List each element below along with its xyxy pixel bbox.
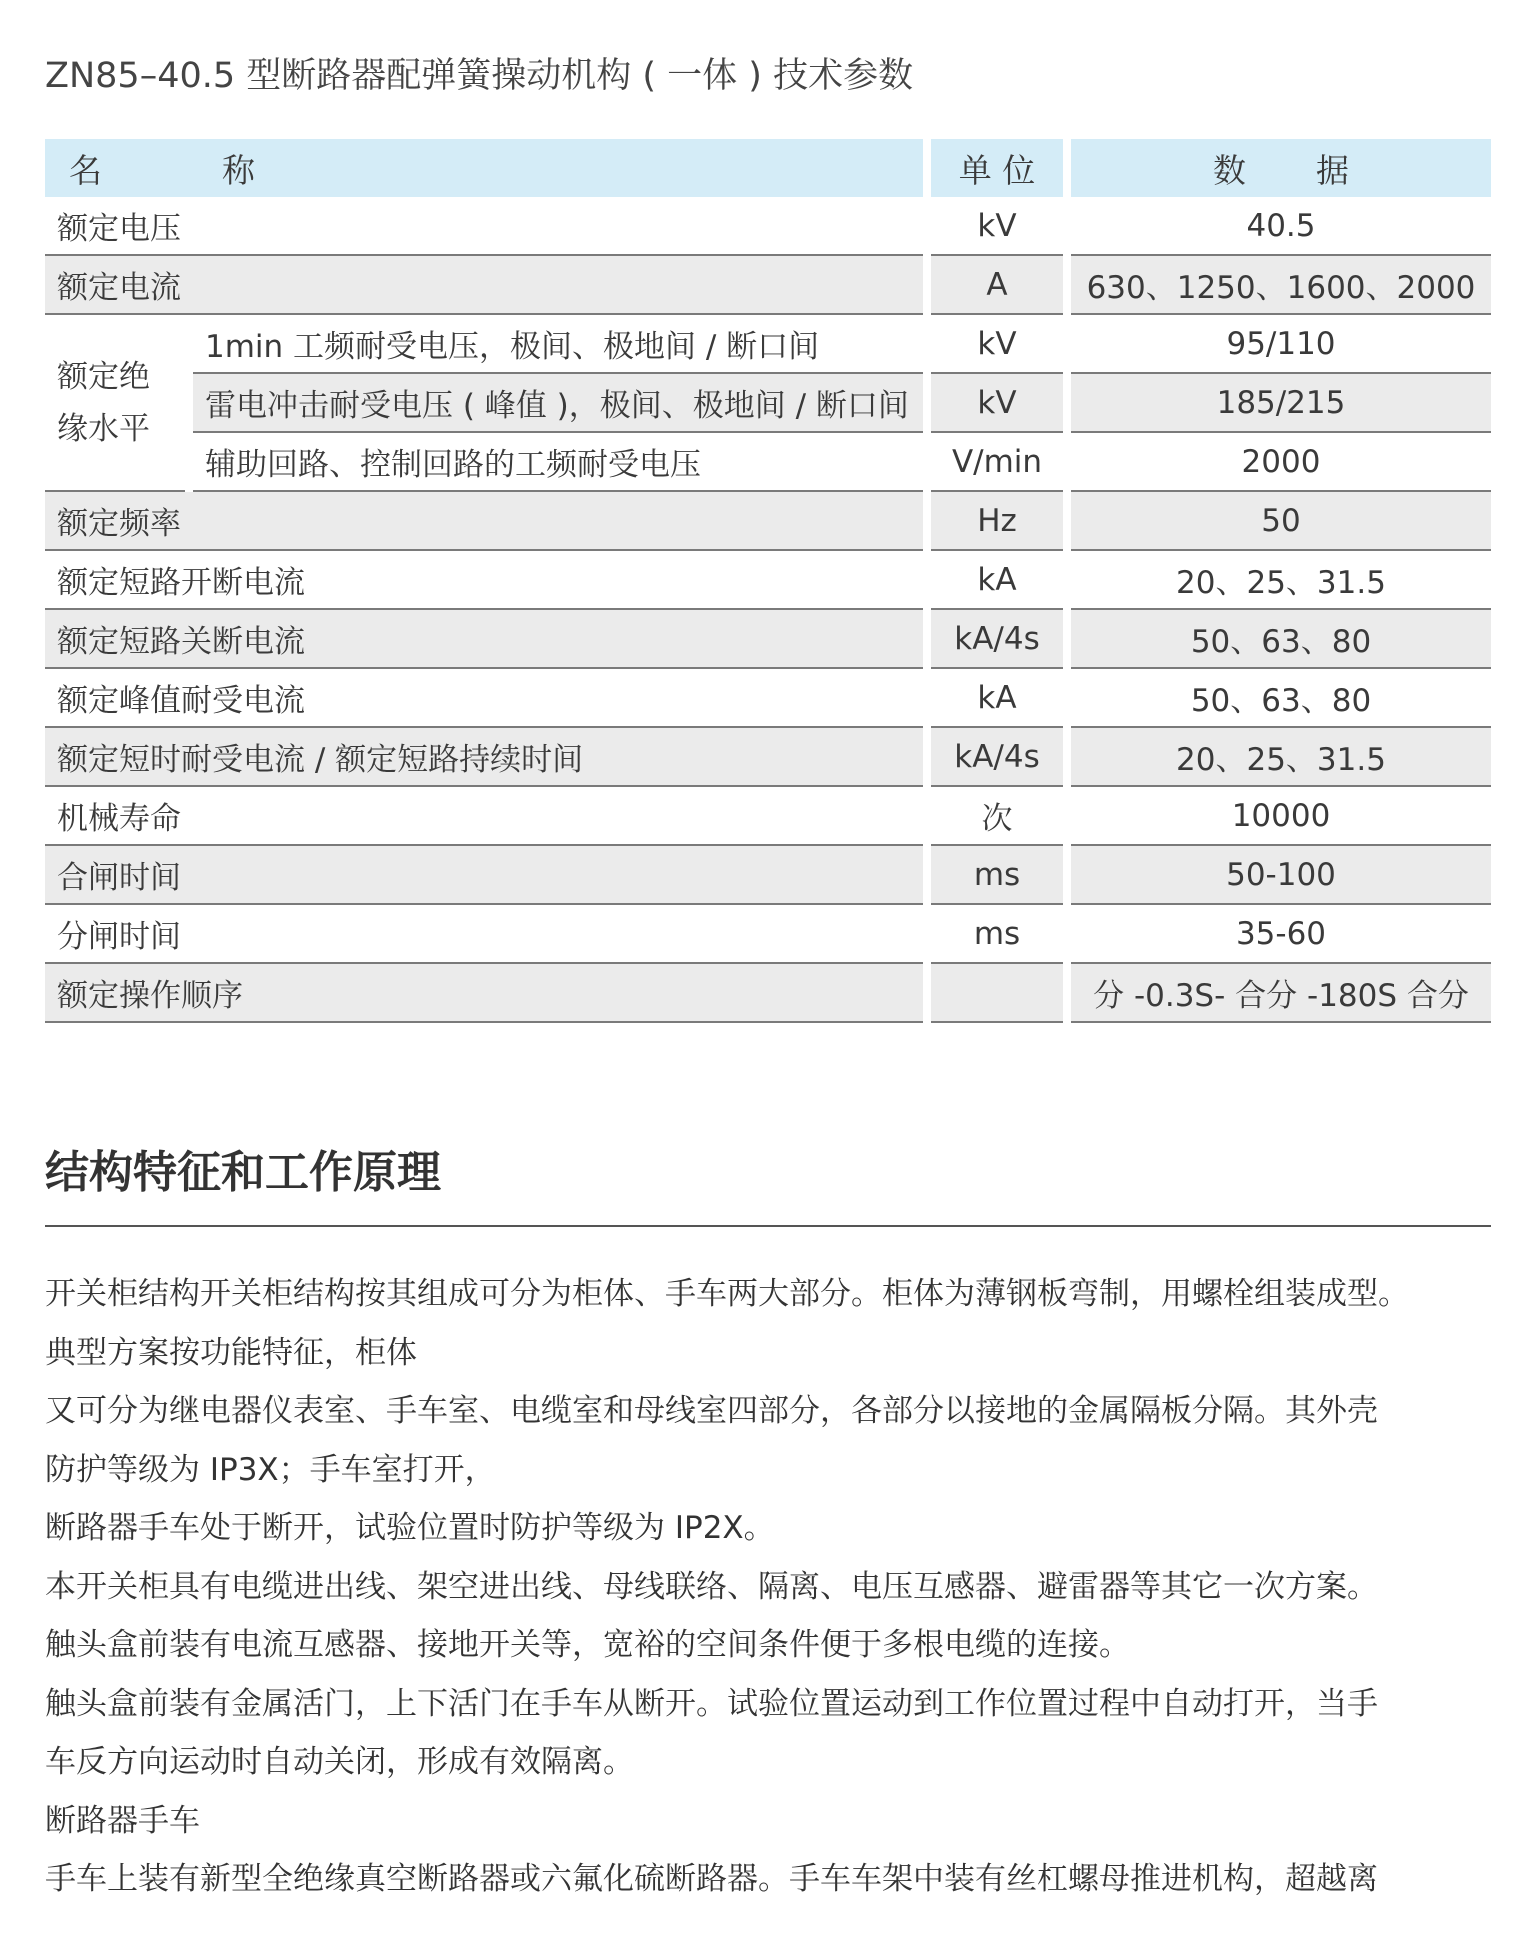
row-name-cell: 额定操作顺序 bbox=[45, 964, 923, 1023]
group-label: 额定绝缘水平 bbox=[57, 358, 150, 447]
row-value-cell: 35-60 bbox=[1071, 905, 1491, 964]
row-unit-cell: kV bbox=[931, 374, 1063, 433]
page-title: ZN85–40.5 型断路器配弹簧操动机构 ( 一体 ) 技术参数 bbox=[45, 56, 914, 96]
row-name-cell: 额定短路关断电流 bbox=[45, 610, 923, 669]
body-paragraph-line: 又可分为继电器仪表室、手车室、电缆室和母线室四部分，各部分以接地的金属隔板分隔。其外壳 bbox=[45, 1393, 1378, 1429]
row-value-cell: 分 -0.3S- 合分 -180S 合分 bbox=[1071, 964, 1491, 1023]
header-data-cell bbox=[1071, 139, 1491, 197]
row-name-cell: 分闸时间 bbox=[45, 905, 923, 964]
row-unit-cell: 次 bbox=[931, 787, 1063, 846]
row-value-cell: 20、25、31.5 bbox=[1071, 728, 1491, 787]
header-unit: 单 位 bbox=[958, 150, 1036, 190]
header-data-a: 数 bbox=[1213, 150, 1246, 190]
header-name-a: 名 bbox=[69, 150, 102, 190]
row-name-cell: 额定电流 bbox=[45, 256, 923, 315]
row-value-cell: 2000 bbox=[1071, 433, 1491, 492]
row-name-cell: 额定峰值耐受电流 bbox=[45, 669, 923, 728]
row-name-cell: 合闸时间 bbox=[45, 846, 923, 905]
header-unit-cell bbox=[931, 139, 1063, 197]
row-unit-cell: kA/4s bbox=[931, 610, 1063, 669]
row-value-cell: 50 bbox=[1071, 492, 1491, 551]
body-paragraph-line: 触头盒前装有金属活门，上下活门在手车从断开。试验位置运动到工作位置过程中自动打开，当手 bbox=[45, 1685, 1378, 1722]
row-name-cell: 额定频率 bbox=[45, 492, 923, 551]
row-unit-cell: kA bbox=[931, 551, 1063, 610]
body-paragraph-line: 本开关柜具有电缆进出线、架空进出线、母线联络、隔离、电压互感器、避雷器等其它一次方案。 bbox=[45, 1568, 1378, 1605]
row-value-cell: 10000 bbox=[1071, 787, 1491, 846]
row-unit-cell: kA bbox=[931, 669, 1063, 728]
row-unit-cell: V/min bbox=[931, 433, 1063, 492]
row-unit-cell: A bbox=[931, 256, 1063, 315]
row-unit-cell: ms bbox=[931, 846, 1063, 905]
body-paragraph-line: 开关柜结构开关柜结构按其组成可分为柜体、手车两大部分。柜体为薄钢板弯制，用螺栓组装成型。 bbox=[45, 1276, 1409, 1312]
row-name-cell: 1min 工频耐受电压，极间、极地间 / 断口间 bbox=[193, 315, 923, 374]
section-heading: 结构特征和工作原理 bbox=[45, 1147, 441, 1198]
row-unit-cell: kV bbox=[931, 315, 1063, 374]
row-unit-cell: Hz bbox=[931, 492, 1063, 551]
row-name-cell: 雷电冲击耐受电压 ( 峰值 )，极间、极地间 / 断口间 bbox=[193, 374, 923, 433]
row-name-cell: 辅助回路、控制回路的工频耐受电压 bbox=[193, 433, 923, 492]
section-divider bbox=[45, 1225, 1491, 1227]
row-value-cell: 95/110 bbox=[1071, 315, 1491, 374]
body-paragraph-line: 车反方向运动时自动关闭，形成有效隔离。 bbox=[45, 1744, 634, 1780]
spec-table bbox=[45, 139, 1491, 1025]
row-name-cell: 额定短时耐受电流 / 额定短路持续时间 bbox=[45, 728, 923, 787]
row-value-cell: 185/215 bbox=[1071, 374, 1491, 433]
row-value-cell: 50、63、80 bbox=[1071, 669, 1491, 728]
row-unit-cell bbox=[931, 964, 1063, 1023]
body-paragraph-line: 手车上装有新型全绝缘真空断路器或六氟化硫断路器。手车车架中装有丝杠螺母推进机构，超越离 bbox=[45, 1861, 1378, 1897]
group-label-cell bbox=[45, 315, 185, 492]
row-value-cell: 40.5 bbox=[1071, 197, 1491, 256]
row-unit-cell: kA/4s bbox=[931, 728, 1063, 787]
row-value-cell: 50、63、80 bbox=[1071, 610, 1491, 669]
row-name-cell: 额定电压 bbox=[45, 197, 923, 256]
body-paragraph-line: 防护等级为 IP3X；手车室打开， bbox=[45, 1451, 496, 1488]
header-data-b: 据 bbox=[1316, 150, 1349, 190]
row-value-cell: 50-100 bbox=[1071, 846, 1491, 905]
body-paragraph-line: 典型方案按功能特征，柜体 bbox=[45, 1334, 417, 1371]
row-name-cell: 额定短路开断电流 bbox=[45, 551, 923, 610]
row-value-cell: 630、1250、1600、2000 bbox=[1071, 256, 1491, 315]
body-paragraph-line: 触头盒前装有电流互感器、接地开关等，宽裕的空间条件便于多根电缆的连接。 bbox=[45, 1627, 1130, 1663]
row-value-cell: 20、25、31.5 bbox=[1071, 551, 1491, 610]
row-name-cell: 机械寿命 bbox=[45, 787, 923, 846]
header-name-cell bbox=[45, 139, 923, 197]
header-name-b: 称 bbox=[222, 150, 255, 190]
row-unit-cell: kV bbox=[931, 197, 1063, 256]
row-unit-cell: ms bbox=[931, 905, 1063, 964]
body-paragraph-line: 断路器手车处于断开，试验位置时防护等级为 IP2X。 bbox=[45, 1510, 775, 1546]
body-text bbox=[45, 1265, 1495, 1909]
body-paragraph-line: 断路器手车 bbox=[45, 1802, 200, 1839]
